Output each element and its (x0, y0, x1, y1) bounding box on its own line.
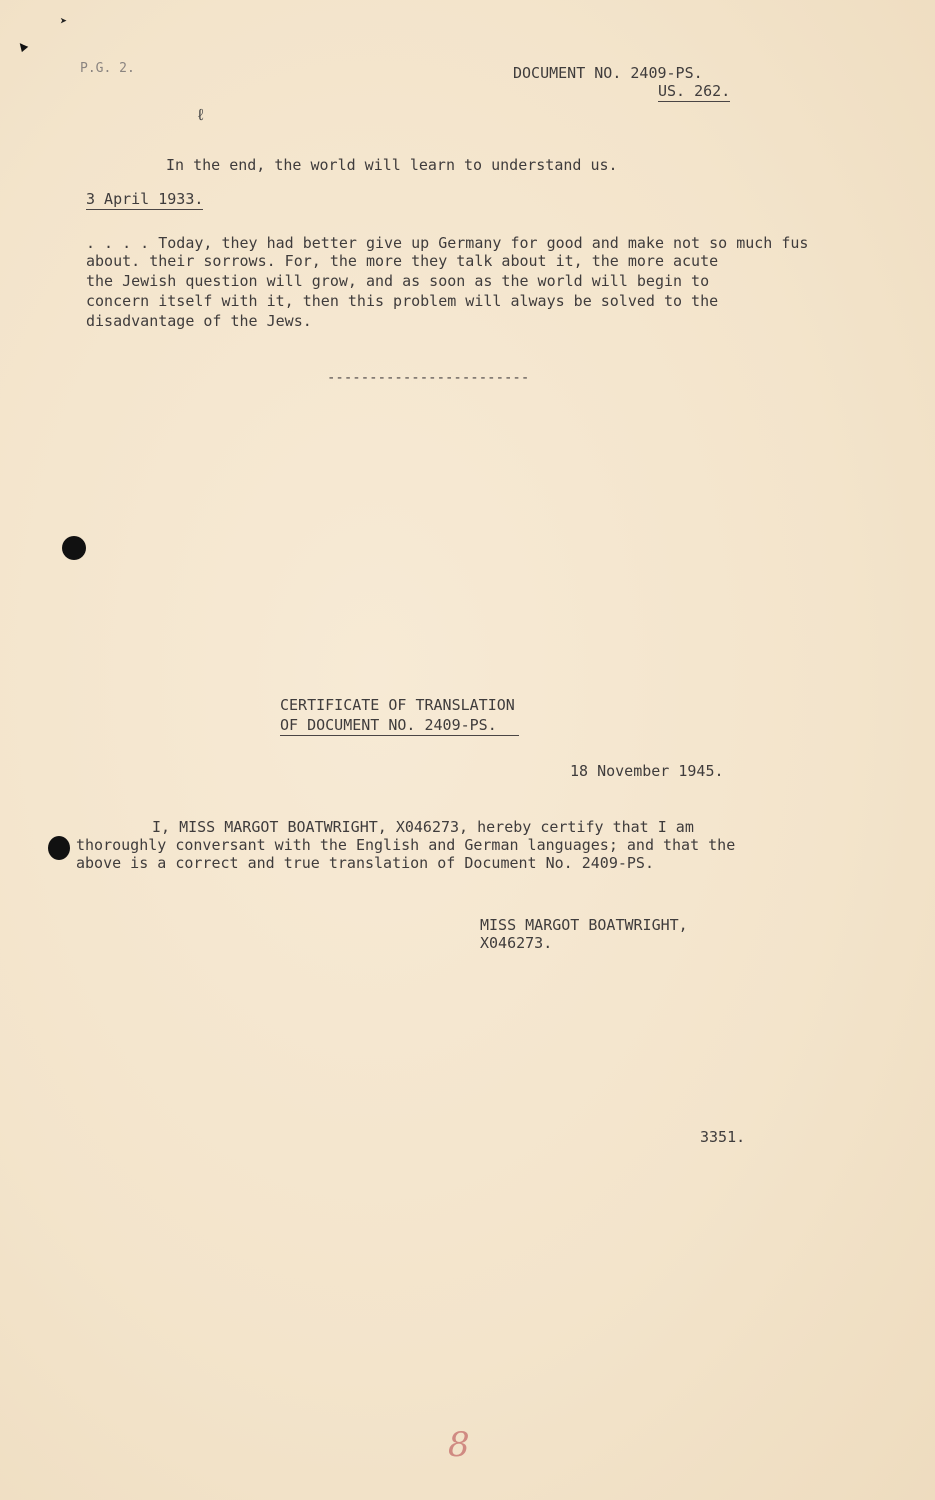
certificate-subtitle: OF DOCUMENT NO. 2409-PS. (280, 716, 519, 736)
paragraph-line: the Jewish question will grow, and as soon as the world will begin to (86, 272, 710, 290)
signature-id: X046273. (480, 934, 553, 952)
certificate-date: 18 November 1945. (570, 762, 724, 780)
corner-mark: P.G. 2. (80, 61, 135, 76)
punch-hole (48, 836, 70, 860)
certificate-line: thoroughly conversant with the English and German languages; and that the (76, 836, 736, 854)
signature-name: MISS MARGOT BOATWRIGHT, (480, 916, 688, 934)
pen-mark: ➤ (60, 14, 68, 28)
opening-sentence: In the end, the world will learn to understand us. (166, 156, 618, 174)
punch-hole (62, 536, 86, 560)
document-number: DOCUMENT NO. 2409-PS. (513, 64, 703, 82)
red-handwritten-mark: 8 (448, 1425, 470, 1465)
page-number: 3351. (700, 1128, 746, 1146)
certificate-title: CERTIFICATE OF TRANSLATION (280, 696, 515, 714)
paragraph-line: concern itself with it, then this problem will always be solved to the (86, 292, 719, 310)
paragraph-line: . . . . Today, they had better give up Germany for good and make not so much fus (86, 234, 809, 252)
entry-date: 3 April 1933. (86, 190, 204, 208)
separator-line: ------------------------ (327, 370, 530, 386)
pen-mark: ℓ (196, 105, 206, 124)
paragraph-line: disadvantage of the Jews. (86, 312, 312, 330)
pen-mark: ▲ (13, 37, 31, 55)
certificate-line: I, MISS MARGOT BOATWRIGHT, X046273, hereby certify that I am (152, 818, 694, 836)
certificate-line: above is a correct and true translation of Document No. 2409-PS. (76, 854, 654, 872)
exhibit-number: US. 262. (658, 82, 731, 100)
paragraph-line: about. their sorrows. For, the more they talk about it, the more acute (86, 252, 719, 270)
